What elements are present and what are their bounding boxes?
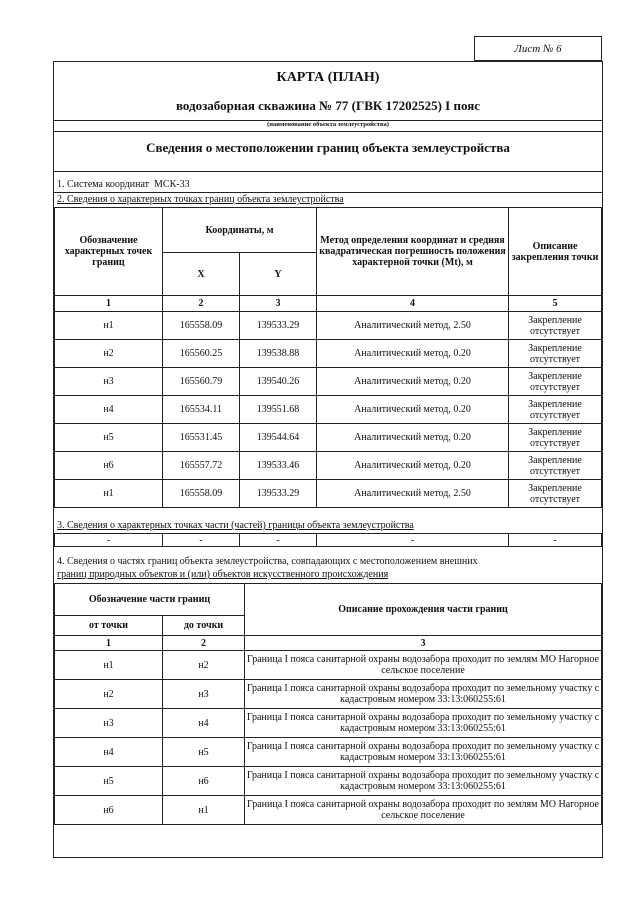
description: Граница I пояса санитарной охраны водозабора проходит по земельному участку с кадастровым номером 33:13:060255:61 xyxy=(245,709,602,738)
fixing: Закрепление отсутствует xyxy=(509,424,602,452)
coord-y: 139533.46 xyxy=(240,452,317,480)
description: Граница I пояса санитарной охраны водозабора проходит по земельному участку с кадастровым номером 33:13:060255:61 xyxy=(245,767,602,796)
method: Аналитический метод, 0.20 xyxy=(317,452,509,480)
to-point: н4 xyxy=(163,709,245,738)
boundary-parts-table xyxy=(54,583,602,825)
object-name: водозаборная скважина № 77 (ГВК 17202525) I пояс xyxy=(175,98,481,113)
point-id: н6 xyxy=(55,452,163,480)
col-number: 2 xyxy=(163,636,245,651)
from-point: н4 xyxy=(55,738,163,767)
coord-y: 139533.29 xyxy=(240,312,317,340)
table-row xyxy=(55,651,602,680)
table-row xyxy=(55,312,602,340)
description: Граница I пояса санитарной охраны водозабора проходит по землям МО Нагорное сельское поселение xyxy=(245,796,602,825)
col-number: 5 xyxy=(509,296,602,312)
from-point: н6 xyxy=(55,796,163,825)
coord-y: 139551.68 xyxy=(240,396,317,424)
fixing: Закрепление отсутствует xyxy=(509,312,602,340)
table-row xyxy=(55,396,602,424)
col-number: 3 xyxy=(240,296,317,312)
point-id: н2 xyxy=(55,340,163,368)
col-number: 4 xyxy=(317,296,509,312)
fixing: Закрепление отсутствует xyxy=(509,452,602,480)
header-x: X xyxy=(163,253,240,296)
header-y: Y xyxy=(240,253,317,296)
divider xyxy=(54,192,602,193)
table-row xyxy=(55,680,602,709)
header-part: Обозначение части границ xyxy=(55,584,245,616)
coord-y: 139533.29 xyxy=(240,480,317,508)
object-name-caption: (наименование объекта землеустройства) xyxy=(267,121,389,128)
header-from: от точки xyxy=(55,616,163,636)
table-row xyxy=(55,738,602,767)
col-number: 2 xyxy=(163,296,240,312)
coord-y: 139540.26 xyxy=(240,368,317,396)
divider xyxy=(54,131,602,132)
method: Аналитический метод, 2.50 xyxy=(317,480,509,508)
coord-x: 165560.79 xyxy=(163,368,240,396)
description: Граница I пояса санитарной охраны водозабора проходит по земельному участку с кадастровым номером 33:13:060255:61 xyxy=(245,680,602,709)
from-point: н2 xyxy=(55,680,163,709)
col-number: 3 xyxy=(245,636,602,651)
document-frame xyxy=(53,61,603,858)
header-point: Обозначение характерных точек границ xyxy=(55,208,163,296)
page-title: КАРТА (ПЛАН) xyxy=(276,70,380,85)
point-id: н4 xyxy=(55,396,163,424)
to-point: н2 xyxy=(163,651,245,680)
method: Аналитический метод, 2.50 xyxy=(317,312,509,340)
coordinate-system-label: 1. Система координат xyxy=(57,179,150,190)
section-3-label: 3. Сведения о характерных точках части (частей) границы объекта землеустройства xyxy=(57,520,414,531)
coord-x: 165531.45 xyxy=(163,424,240,452)
table-row xyxy=(55,767,602,796)
coord-y: 139538.88 xyxy=(240,340,317,368)
fixing: Закрепление отсутствует xyxy=(509,368,602,396)
part-points-table xyxy=(54,533,602,547)
table-row xyxy=(55,424,602,452)
header-coords: Координаты, м xyxy=(163,208,317,253)
table-row xyxy=(55,709,602,738)
coord-x: 165558.09 xyxy=(163,480,240,508)
from-point: н3 xyxy=(55,709,163,738)
coord-x: 165560.25 xyxy=(163,340,240,368)
col-number: 1 xyxy=(55,296,163,312)
point-id: н1 xyxy=(55,480,163,508)
coord-x: 165558.09 xyxy=(163,312,240,340)
description: Граница I пояса санитарной охраны водозабора проходит по землям МО Нагорное сельское поселение xyxy=(245,651,602,680)
to-point: н5 xyxy=(163,738,245,767)
point-id: н1 xyxy=(55,312,163,340)
empty-dash: - xyxy=(240,534,317,547)
description: Граница I пояса санитарной охраны водозабора проходит по земельному участку с кадастровым номером 33:13:060255:61 xyxy=(245,738,602,767)
empty-dash: - xyxy=(317,534,509,547)
col-number: 1 xyxy=(55,636,163,651)
coord-y: 139544.64 xyxy=(240,424,317,452)
sheet-number-box xyxy=(474,36,602,61)
header-method: Метод определения координат и средняя квадратическая погрешность положения характерной точки (Mt), м xyxy=(317,208,509,296)
header-description: Описание прохождения части границ xyxy=(245,584,602,636)
table-row xyxy=(55,340,602,368)
to-point: н1 xyxy=(163,796,245,825)
coordinate-system-value: МСК-33 xyxy=(154,179,190,190)
fixing: Закрепление отсутствует xyxy=(509,340,602,368)
method: Аналитический метод, 0.20 xyxy=(317,368,509,396)
section-4-label-line1: 4. Сведения о частях границ объекта землеустройства, совпадающих с местоположением внешних xyxy=(57,556,478,567)
point-id: н3 xyxy=(55,368,163,396)
to-point: н3 xyxy=(163,680,245,709)
empty-dash: - xyxy=(509,534,602,547)
from-point: н1 xyxy=(55,651,163,680)
header-fixing: Описание закрепления точки xyxy=(509,208,602,296)
table-row xyxy=(55,368,602,396)
section-2-label: 2. Сведения о характерных точках границ объекта землеустройства xyxy=(57,194,344,205)
section-4-label-line2: границ природных объектов и (или) объектов искусственного происхождения xyxy=(57,569,389,580)
fixing: Закрепление отсутствует xyxy=(509,480,602,508)
table-row xyxy=(55,796,602,825)
method: Аналитический метод, 0.20 xyxy=(317,340,509,368)
empty-dash: - xyxy=(163,534,240,547)
coord-x: 165557.72 xyxy=(163,452,240,480)
table-row xyxy=(55,480,602,508)
from-point: н5 xyxy=(55,767,163,796)
points-table xyxy=(54,207,602,508)
table-row xyxy=(55,452,602,480)
to-point: н6 xyxy=(163,767,245,796)
section-heading: Сведения о местоположении границ объекта землеустройства xyxy=(146,140,510,155)
point-id: н5 xyxy=(55,424,163,452)
method: Аналитический метод, 0.20 xyxy=(317,396,509,424)
method: Аналитический метод, 0.20 xyxy=(317,424,509,452)
sheet-number: Лист № 6 xyxy=(514,42,562,55)
header-to: до точки xyxy=(163,616,245,636)
coord-x: 165534.11 xyxy=(163,396,240,424)
fixing: Закрепление отсутствует xyxy=(509,396,602,424)
section-1-label xyxy=(57,179,190,191)
empty-dash: - xyxy=(55,534,163,547)
divider xyxy=(54,171,602,172)
